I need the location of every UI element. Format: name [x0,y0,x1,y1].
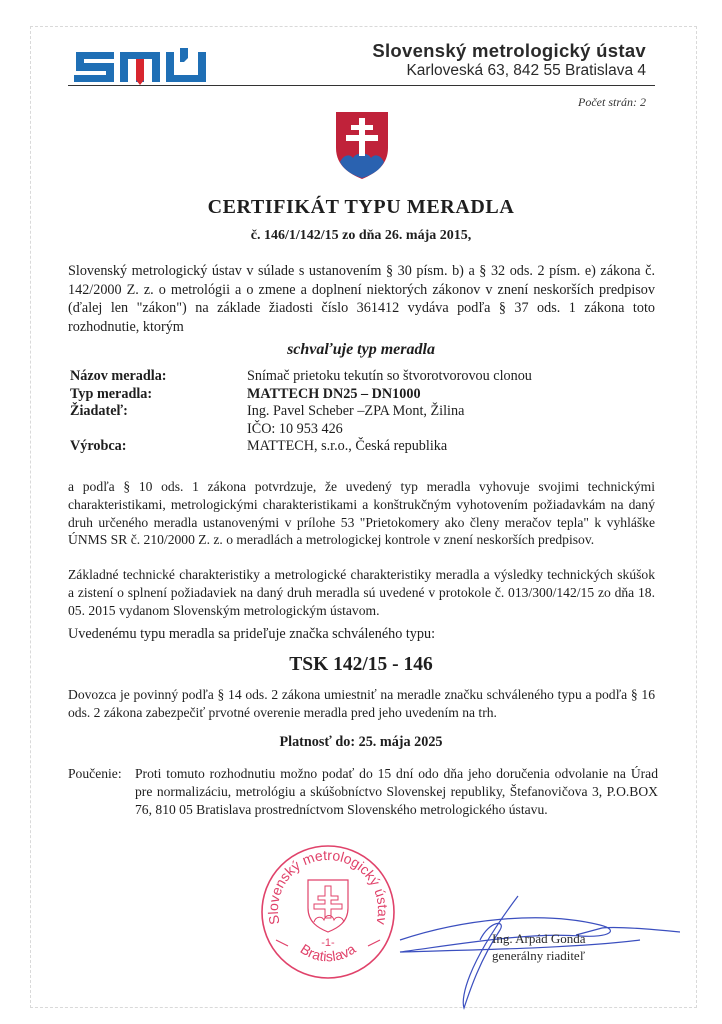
field-value: Snímač prietoku tekutín so štvorotvorovou clonou [247,368,532,384]
field-row-name [70,368,660,386]
stamp-ring-text: Slovenský metrologický ústav [264,846,392,927]
signatory-position: generálny riaditeľ [492,948,585,963]
slovak-coat-of-arms-icon [334,110,390,180]
certificate-title: CERTIFIKÁT TYPU MERADLA [207,196,515,218]
field-row-manufacturer [70,438,660,456]
field-row-applicant [70,403,660,421]
field-value: MATTECH, s.r.o., Česká republika [247,438,448,454]
instrument-fields [70,368,660,456]
field-value: MATTECH DN25 – DN1000 [247,385,421,402]
confirmation-paragraph: a podľa § 10 ods. 1 zákona potvrdzuje, že uvedený typ meradla vyhovuje svojimi technickými charakteristikami, metrologickými charakteristikami a konštrukčným vyhotovením požiadavkám na daný druh určeného meradla ustanovenými v prílohe 53 "Prietokomery ako členy meračov tepla" k vyhláške ÚNMS SR č. 210/2000 Z. z. o meradlách a metrologickej kontrole v znení neskorších predpisov. [68,479,655,548]
legal-notice [68,765,658,818]
field-value: IČO: 10 953 426 [247,420,343,437]
field-value: Ing. Pavel Scheber –ZPA Mont, Žilina [247,403,465,419]
official-stamp [258,842,398,982]
field-label: Žiadateľ: [70,403,128,419]
characteristics-paragraph: Základné technické charakteristiky a metrologické charakteristiky meradla a výsledky technických skúšok a zistení o splnení požiadaviek na daný druh meradla sú uvedené v protokole č. 013/300/142/15 zo dňa 18. 05. 2015 vydanom Slovenským metrologickým ústavom. [68,567,655,618]
stamp-bottom-text: Bratislava [297,940,359,965]
field-label [70,421,247,439]
intro-paragraph: Slovenský metrologický ústav v súlade s ustanovením § 30 písm. b) a § 32 ods. 2 písm. e) zákona č. 142/2000 Z. z. o metrológii a o zmene a doplnení niektorých zákonov v znení neskorších predpisov (ďalej len "zákon") na základe žiadosti číslo 361412 vydáva podľa § 37 ods. 1 zákona toto rozhodnutie, ktorým [68,263,655,335]
certificate-number: č. 146/1/142/15 zo dňa 26. mája 2015, [250,228,472,243]
field-label: Názov meradla: [70,368,167,384]
notice-text: Proti tomuto rozhodnutiu možno podať do 15 dní odo dňa jeho doručenia odvolanie na Úrad pre normalizáciu, metrológiu a skúšobníctvo Slovenskej republiky, Štefanovičova 3, P.O.BOX 76, 810 05 Bratislava prostredníctvom Slovenského metrologického ústavu. [135,766,658,817]
page-count: Počet strán: 2 [578,95,646,109]
stamp-number: -1- [321,937,335,949]
signatory-name: Ing. Arpád Gonda [492,931,586,946]
mark-assignment-text: Uvedenému typu meradla sa prideľuje značka schváleného typu: [68,626,436,642]
header-divider [68,85,655,86]
institution-name: Slovenský metrologický ústav [372,40,646,61]
field-row-type [70,386,660,404]
validity-date: Platnosť do: 25. mája 2025 [279,734,443,750]
signatory-block [492,930,586,964]
importer-obligation-paragraph: Dovozca je povinný podľa § 14 ods. 2 zákona umiestniť na meradle značku schváleného typu a podľa § 16 ods. 2 zákona zabezpečiť prvotné overenie meradla pred jeho uvedením na trh. [68,687,655,720]
approval-mark: TSK 142/15 - 146 [289,654,433,675]
field-label: Typ meradla: [70,385,153,402]
notice-label: Poučenie: [68,766,122,781]
field-row-ico [70,421,660,439]
field-label: Výrobca: [70,438,127,454]
approval-heading: schvaľuje typ meradla [287,341,435,358]
smu-logo [72,46,212,86]
institution-address: Karloveská 63, 842 55 Bratislava 4 [406,62,646,79]
